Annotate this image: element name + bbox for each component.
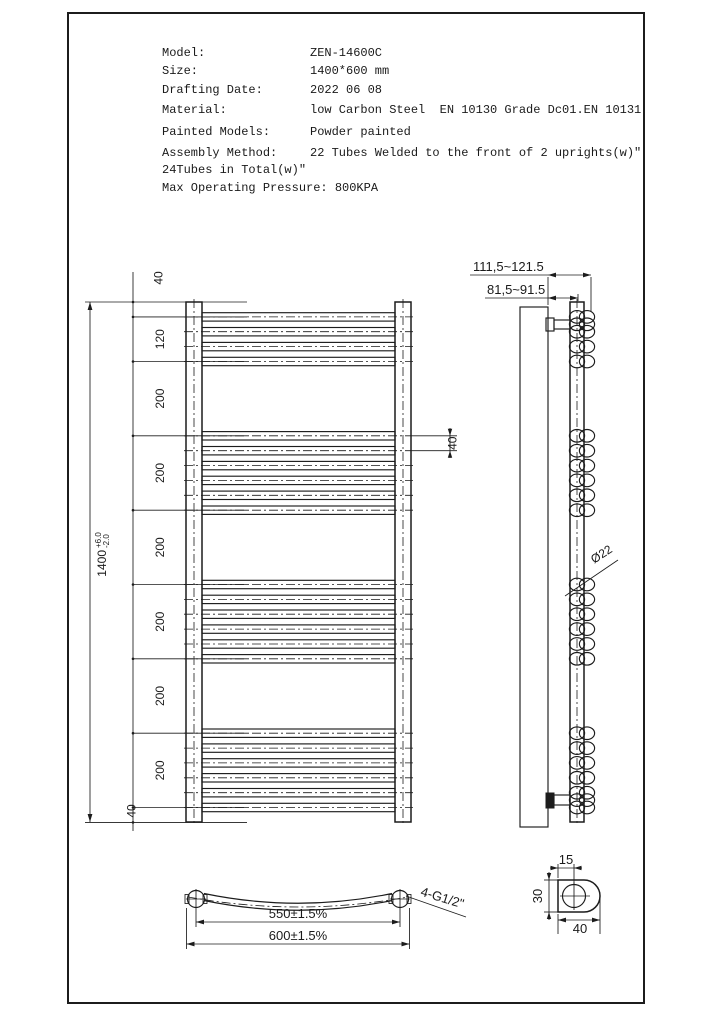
arrowhead-icon	[547, 873, 551, 880]
spec-value: low Carbon Steel EN 10130 Grade Dc01.EN 10131	[310, 103, 642, 117]
tube-section-circle	[579, 474, 594, 487]
chain-dim-label: 40	[124, 804, 139, 818]
chain-dim-label: 200	[153, 685, 167, 707]
tube-section-circle	[579, 801, 594, 814]
profile-depth-value: 30	[530, 888, 545, 904]
tube-section-circle	[579, 489, 594, 502]
tube-section-circle	[579, 786, 594, 799]
arrowhead-icon	[548, 296, 556, 301]
arrowhead-icon	[548, 273, 556, 278]
tube-section-circle	[579, 608, 594, 621]
tube-section-circle	[579, 459, 594, 472]
chain-dim-label: 40	[151, 271, 166, 285]
front-tube-rows	[184, 313, 413, 812]
dim-tube-centers: 550±1.5%	[268, 906, 328, 921]
tube-section-circle	[579, 757, 594, 770]
spec-label: Material:	[162, 103, 227, 117]
chain-dim-label: 120	[153, 329, 167, 350]
dim-overall-width: 600±1.5%	[268, 928, 328, 943]
connections-value: 4-G1/2"	[419, 883, 466, 912]
spec-label: Drafting Date:	[162, 83, 263, 97]
spec-label: Model:	[162, 46, 206, 60]
spec-value: 2022 06 08	[310, 83, 383, 97]
spec-label: Size:	[162, 64, 199, 78]
chain-dim-label: 200	[153, 462, 167, 484]
plan-view	[185, 884, 466, 949]
chain-dim-label-group	[152, 271, 166, 285]
arrowhead-icon	[88, 302, 93, 310]
tube-section-circle	[579, 772, 594, 785]
chain-dim-label: 200	[153, 537, 167, 558]
spec-value: Powder painted	[310, 125, 411, 139]
arrowhead-icon	[402, 942, 410, 947]
tube-section-circle	[579, 504, 594, 517]
top-wall-anchor	[546, 318, 554, 331]
chain-dim-label-group	[153, 537, 167, 557]
dim-tube-pitch	[446, 436, 460, 450]
chain-dim-label-group	[153, 463, 167, 483]
tube-section-circle	[579, 742, 594, 755]
dim-wall-to-upright: 81,5~91.5	[487, 282, 546, 297]
bottom-wall-anchor	[546, 793, 554, 808]
chain-tick-lines	[85, 301, 247, 824]
chain-dimension-labels	[125, 271, 168, 818]
chain-dim-label: 200	[153, 611, 167, 632]
tube-section-circle	[579, 311, 594, 324]
dim-connections	[419, 884, 466, 911]
chain-dim-label-group	[153, 760, 167, 780]
tube-section-circle	[579, 444, 594, 457]
arrowhead-icon	[551, 866, 559, 870]
arrowhead-icon	[187, 942, 195, 947]
spec-value: 22 Tubes Welded to the front of 2 uprights(w)"	[310, 146, 642, 160]
arrowhead-icon	[88, 814, 93, 822]
side-view	[470, 259, 618, 827]
arrowhead-icon	[448, 451, 452, 458]
spec-label: Assembly Method:	[162, 146, 278, 160]
wall-section	[520, 307, 548, 827]
dim-wall-to-tube: 111,5~121.5	[473, 259, 544, 274]
chain-dim-label: 200	[153, 388, 167, 409]
arrowhead-icon	[592, 918, 600, 923]
arrowhead-icon	[583, 273, 591, 278]
tube-section-circle	[579, 653, 594, 666]
chain-dim-label-group	[153, 686, 167, 706]
dim-tube-diameter	[588, 542, 615, 566]
arrowhead-icon	[558, 918, 566, 923]
top-bracket	[554, 320, 570, 329]
tube-pitch-value: 40	[445, 436, 460, 450]
tube-section-circle	[579, 794, 594, 807]
profile-detail	[530, 852, 600, 936]
tube-section-circle	[579, 638, 594, 651]
tube-section-circle	[579, 325, 594, 338]
chain-dim-label-group	[125, 804, 139, 818]
chain-dim-label-group	[153, 388, 167, 408]
spec-assembly-note: 24Tubes in Total(w)"	[162, 163, 307, 177]
chain-dim-label: 200	[153, 760, 167, 781]
arrowhead-icon	[448, 429, 452, 436]
tube-section-circle	[579, 355, 594, 368]
tube-section-circle	[579, 727, 594, 740]
tube-section-circle	[579, 340, 594, 353]
dim-hole-offset: 15	[558, 852, 574, 867]
tube-section-circle	[579, 430, 594, 443]
front-view	[85, 271, 460, 831]
chain-dim-label-group	[153, 611, 167, 631]
arrowhead-icon	[392, 920, 400, 925]
tube-section-circle	[579, 623, 594, 636]
arrowhead-icon	[547, 912, 551, 919]
dim-profile-width: 40	[572, 921, 588, 936]
chain-dim-label-group	[153, 329, 167, 349]
tube-section-circle	[579, 318, 594, 331]
tube-diameter-value: Ø22	[588, 542, 615, 567]
overall-height-tol-plus: +6.0	[94, 532, 103, 548]
bottom-bracket	[554, 795, 570, 805]
tube-section-circle	[579, 593, 594, 606]
arrowhead-icon	[196, 920, 204, 925]
spec-value: ZEN-14600C	[310, 46, 383, 60]
spec-label: Painted Models:	[162, 125, 271, 139]
overall-height-tol-minus: -2.0	[102, 534, 111, 548]
dim-overall-height	[94, 532, 111, 577]
curved-tube-outline	[204, 894, 392, 904]
dim-profile-depth	[530, 889, 545, 903]
spec-max-pressure: Max Operating Pressure: 800KPA	[162, 181, 379, 195]
overall-height-value: 1400	[95, 550, 109, 577]
side-tube-sections	[569, 311, 594, 814]
leader-line	[565, 560, 618, 596]
arrowhead-icon	[574, 866, 582, 870]
spec-value: 1400*600 mm	[310, 64, 390, 78]
